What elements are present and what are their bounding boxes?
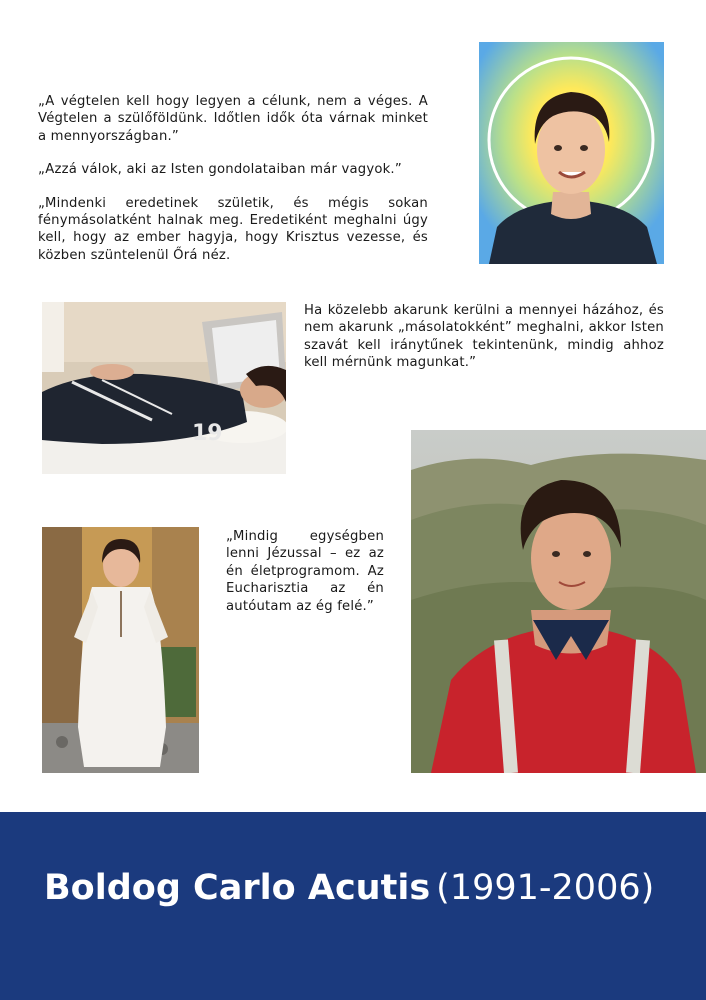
portrait-halo-photo	[479, 42, 664, 264]
quote-become: „Azzá válok, aki az Isten gondolataiban már vagyok.”	[38, 162, 402, 178]
title-name: Boldog Carlo Acutis	[44, 868, 431, 908]
jersey-number: 19	[192, 421, 223, 446]
quote-block-1	[38, 93, 428, 280]
page-title	[44, 866, 654, 910]
resting-photo	[42, 302, 286, 474]
quote-eucharist: „Mindig egységben lenni Jézussal – ez az én életprogramom. Az Eucharisztia az én autóutam az ég felé.”	[226, 529, 384, 614]
altar-server-photo	[42, 527, 199, 773]
title-years: (1991-2006)	[436, 868, 655, 908]
mountain-portrait-photo	[411, 430, 706, 773]
quote-compass: Ha közelebb akarunk kerülni a mennyei házához, és nem akarunk „másolatokként” meghalni, akkor Isten szavát kell iránytűnek tekintenünk, mindig ahhoz kell mérnünk magunkat.”	[304, 303, 664, 371]
quote-original: „Mindenki eredetinek születik, és mégis sokan fénymásolatként halnak meg. Eredetiként meghalni úgy kell, hogy az ember hagyja, hogy Krisztus vezesse, és közben szüntelenül Őrá néz.	[38, 195, 428, 263]
quote-infinite: „A végtelen kell hogy legyen a célunk, nem a véges. A Végtelen a szülőföldünk. Időtlen idők óta várnak minket a mennyországban.”	[38, 94, 428, 144]
